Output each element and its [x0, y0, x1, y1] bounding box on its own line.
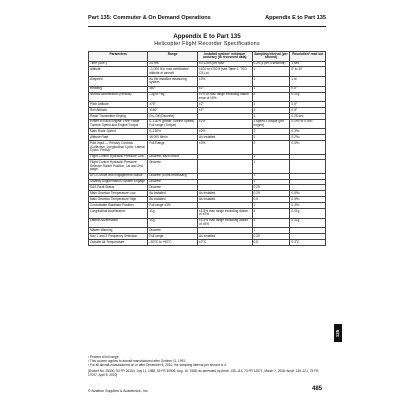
table-row — [89, 209, 326, 219]
table-cell: 1 — [252, 179, 290, 185]
table-cell: Full range ±3% — [148, 203, 198, 209]
table-cell: 0.5%¹ — [290, 141, 326, 154]
table-row — [89, 119, 326, 129]
footnote: [Docket No. 25530, 53 FR 26154, July 11, 1988; 53 FR 30906, Aug. 16, 1988; as amended by Amdt. 135–113, 73 FR 12571, March 7, 2008; Amdt. 135–121, 75 FR 17047, April 5, 2010] — [88, 369, 319, 378]
table-cell: 2 — [252, 102, 290, 108]
parameter-cell: Radio Transmitter Keying — [89, 113, 148, 119]
table-row — [89, 240, 326, 246]
table-cell: 1 — [252, 77, 290, 87]
table-cell: 1 — [252, 154, 290, 160]
table-cell: ±2° — [198, 108, 253, 114]
copyright-text: © Aviation Supplies & Academics, Inc. — [88, 389, 149, 393]
table-cell: 360° — [148, 86, 198, 92]
table-cell: ±1% of max range excluding datum error of ±5% — [198, 92, 253, 102]
table-cell: As installed — [198, 197, 253, 203]
table-cell: 0.25 — [252, 185, 290, 191]
table-body — [89, 61, 326, 245]
table-cell: 1 — [252, 160, 290, 173]
parameter-cell: Longitudinal Acceleration — [89, 209, 148, 219]
table-cell: 2 — [252, 203, 290, 209]
table-cell: 1 — [252, 173, 290, 179]
parameter-cell: SAS Fault Status — [89, 185, 148, 191]
table-cell: 0.25 (1 per 4 seconds) — [252, 61, 290, 67]
table-cell: 0.25 sec — [290, 113, 326, 119]
table-cell: 8 — [252, 92, 290, 102]
table-cell: 1 — [252, 67, 290, 77]
table-cell: 1 — [252, 86, 290, 92]
table-header-row — [89, 52, 326, 62]
table-cell — [290, 160, 326, 173]
table-cell: 4 — [252, 218, 290, 228]
column-header: Installed system¹ minimum accuracy (to recovered data) — [198, 52, 253, 62]
table-cell: 0.2%¹ to 0.4%¹ — [290, 119, 326, 129]
table-cell: ±1.5% max range excluding datum of ±5% — [198, 218, 253, 228]
table-cell: ±1g — [148, 218, 198, 228]
table-cell: Discrete — [148, 160, 198, 173]
table-cell: Discrete — [148, 228, 198, 234]
parameter-cell: Time (GMT) — [89, 61, 148, 67]
parameter-cell: Pitch Attitude — [89, 102, 148, 108]
table-cell: As installed — [198, 191, 253, 197]
table-cell: As installed — [148, 197, 198, 203]
table-cell: 0.5° — [290, 108, 326, 114]
table-cell: As the installed measuring system — [148, 77, 198, 87]
table-cell: –3g to +6g — [148, 92, 198, 102]
table-cell: 1 speed 1 torque (per engine) — [252, 119, 290, 129]
table-cell: 0.01g — [290, 209, 326, 219]
table-cell: ±1.5% max range excluding datum of ±5% — [198, 209, 253, 219]
section-tab — [334, 324, 342, 342]
footnote: ³ For all aircraft manufactured on or after December 6, 2010, the sampling interval per second is 4. — [88, 363, 227, 368]
table-cell: 0.4%¹ — [290, 203, 326, 209]
footnote: ¹ Percent of full range. — [88, 355, 120, 359]
table-cell: 1 sec — [290, 61, 326, 67]
table-cell: ±180° — [148, 108, 198, 114]
parameter-cell: Airspeed — [89, 77, 148, 87]
column-header: Parameters — [89, 52, 148, 62]
header-appendix-title: Appendix E to Part 135 — [265, 15, 326, 21]
table-row — [89, 67, 326, 77]
column-header: Resolution² read out — [290, 52, 326, 62]
table-cell: ±2% — [198, 129, 253, 135]
table-cell — [198, 160, 253, 173]
parameter-cell: Altitude — [89, 67, 148, 77]
parameter-cell: Nav 1 and 2 Frequency Selection — [89, 234, 148, 240]
column-header: Range — [148, 52, 198, 62]
table-cell: ±2°C — [198, 240, 253, 246]
table-cell: 0.2%¹ — [290, 135, 326, 141]
table-cell: 0–130% (power Turbine Speed) Full range (Torque) — [148, 119, 198, 129]
parameter-cell: Lateral Acceleration — [89, 218, 148, 228]
table-cell: 0.5° — [290, 102, 326, 108]
table-row — [89, 218, 326, 228]
table-row — [89, 141, 326, 154]
table-cell: 1 — [252, 113, 290, 119]
table-cell: 1 — [252, 228, 290, 234]
table-cell: 5' to 30' — [290, 67, 326, 77]
parameter-cell: Main Gearbox Temperature Low — [89, 191, 148, 197]
table-row — [89, 160, 326, 173]
table-cell: On–Off (Discrete) — [148, 113, 198, 119]
table-cell: ±3% — [198, 77, 253, 87]
table-cell: –50°C to +90°C — [148, 240, 198, 246]
table-cell: 2 — [252, 129, 290, 135]
parameter-cell: Altitude Rate — [89, 135, 148, 141]
header-part-title: Part 135: Commuter & On Demand Operations — [88, 15, 211, 21]
table-cell: 0.3°C — [290, 240, 326, 246]
appendix-title: Appendix E to Part 135 — [173, 33, 241, 40]
table-cell: 2 — [252, 135, 290, 141]
table-cell: ±2° — [198, 102, 253, 108]
parameter-cell: Roll Attitude — [89, 108, 148, 114]
parameter-cell: Heading — [89, 86, 148, 92]
table-cell: 0.5° — [290, 86, 326, 92]
parameter-cell: Flight Control Hydraulic Pressure Low — [89, 154, 148, 160]
parameter-cell: Pilot Input — Primary Controls (Collective, Longitudinal Cyclic, Lateral Cyclic, Pedal)³ — [89, 141, 148, 154]
table-cell: 0.01g — [290, 92, 326, 102]
header-rule — [88, 26, 326, 27]
parameter-cell: Main Gearbox Temperature High — [89, 197, 148, 203]
table-cell: As installed — [198, 234, 253, 240]
table-cell: As installed — [148, 191, 198, 197]
parameter-cell: Stability Augmentation System Engage — [89, 179, 148, 185]
table-cell: 0.3%¹ — [290, 129, 326, 135]
parameter-cell: AFCS Mode and Engagement Status — [89, 173, 148, 179]
table-cell: ±0.125% per hour — [198, 61, 253, 67]
table-cell: ±6,000 ft/min — [148, 135, 198, 141]
table-cell: As installed — [198, 135, 253, 141]
table-cell: 0.5 — [252, 240, 290, 246]
table-row — [89, 92, 326, 102]
table-cell: 24 Hrs — [148, 61, 198, 67]
table-row — [89, 77, 326, 87]
footnote: ² This column applies to aircraft manufactured after October 11, 1991. — [88, 359, 187, 364]
parameter-cell: Outside Air Temperature — [89, 240, 148, 246]
parameter-cell: Power in Each Engine: Free Power Turbine Speed and Engine Torque — [89, 119, 148, 129]
table-cell: ±1g — [148, 209, 198, 219]
parameter-cell: Controllable Stabilator Position — [89, 203, 148, 209]
table-cell: Full Range — [148, 141, 198, 154]
table-cell: Discrete — [148, 185, 198, 191]
section-tab-label: 135 — [335, 329, 341, 337]
table-cell: 0–130% — [148, 129, 198, 135]
table-cell: 2 — [252, 141, 290, 154]
appendix-title-block — [88, 33, 326, 48]
parameter-cell: Normal acceleration (vertical) — [89, 92, 148, 102]
appendix-subtitle: Helicopter Flight Recorder Specifications — [154, 41, 260, 47]
table-cell: ±2% — [198, 119, 253, 129]
flight-recorder-table — [88, 51, 326, 246]
table-cell: ±3% — [198, 141, 253, 154]
table-cell: Discrete (5 bits necessary) — [148, 173, 198, 179]
table-cell: 0.25 — [252, 234, 290, 240]
table-cell: 1 kt — [290, 77, 326, 87]
table-cell: 0.5 — [252, 197, 290, 203]
page-header — [88, 14, 326, 30]
page-number: 485 — [312, 386, 323, 392]
table-cell: ±100 to ±700 ft (see Table 1, TSO C51-a) — [198, 67, 253, 77]
table-cell: ±75° — [148, 102, 198, 108]
table-cell: 0.5%¹ — [290, 197, 326, 203]
parameter-cell: Main Rotor Speed — [89, 129, 148, 135]
column-header: Sampling interval (per second) — [252, 52, 290, 62]
table-cell: Full range — [148, 234, 198, 240]
table-cell: 0.5%¹ — [290, 191, 326, 197]
table-cell: 0.01g — [290, 218, 326, 228]
table-cell: 2 — [252, 108, 290, 114]
table-cell: –1,000 ft to max certificated altitude of aircraft — [148, 67, 198, 77]
table-cell: Discrete, each circuit — [148, 154, 198, 160]
table-cell: ±2° — [198, 86, 253, 92]
parameter-cell: Flight Control Hydraulic Pressure Selector Switch Position, 1st and 2nd stage — [89, 160, 148, 173]
table-cell: 0.25 — [252, 191, 290, 197]
table-cell: 4 — [252, 209, 290, 219]
parameter-cell: Master Warning — [89, 228, 148, 234]
table-cell: Discrete — [148, 179, 198, 185]
footnotes — [88, 355, 326, 377]
